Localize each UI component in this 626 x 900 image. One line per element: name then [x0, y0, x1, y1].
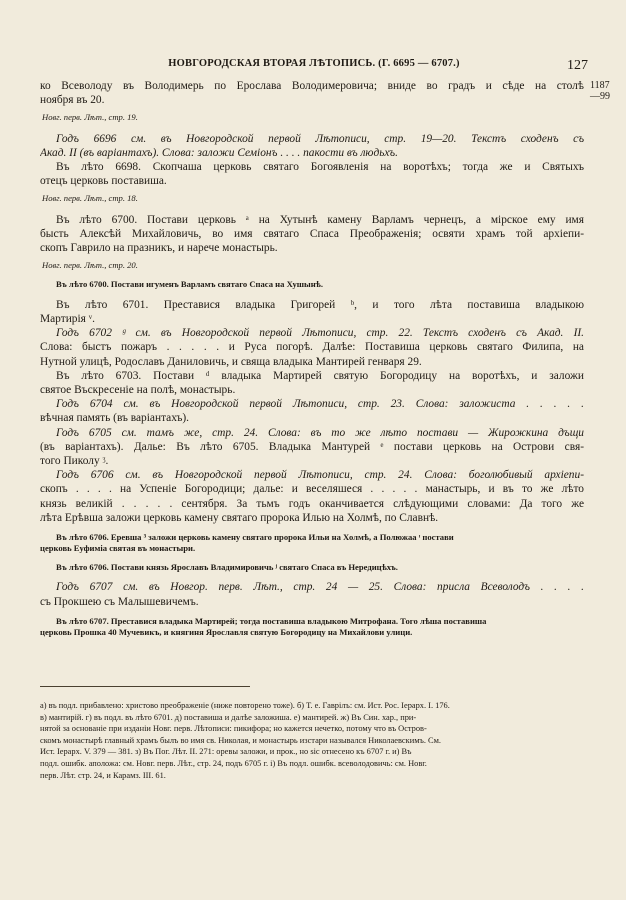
footnote-line: в) мантирій. г) въ подл. въ лѣто 6701. д) поставиша и далѣе заложиша. е) мантирей. ж) Въ Син. хар., при- [40, 712, 417, 722]
text-line: Акад. II (въ варіантахъ). Слова: заложи Семіонъ . . . . пакости въ людьхъ. [40, 146, 398, 159]
text-line: Годъ 6706 см. въ Новгородской первой Лѣтописи, стр. 24. Слова: боголюбивый архіепи- [56, 469, 584, 482]
running-header: НОВГОРОДСКАЯ ВТОРАЯ ЛѢТОПИСЬ. (Г. 6695 — 6707.) [168, 58, 460, 69]
footnote-line: а) въ подл. прибавлено: христово преображеніе (ниже повторено тоже). б) Т. е. Гаврілъ: см. Ист. Рос. Іерарх. I. 176. [40, 701, 450, 710]
footnote-line: перв. Лѣт. стр. 24, и Карамз. III. 61. [40, 770, 166, 780]
small-print-entry: Въ лѣто 6707. Преставися владыка Мартирей; тогда поставиша владыкою Митрофана. Того лѣша поставиша [56, 615, 487, 626]
text-line: (въ варіантахъ). Далье: Въ лѣто 6705. Владыка Мантурей ᵉ постави церковь на Острови свя- [40, 440, 584, 453]
footnote-line: Ист. Іерарх. V. 379 — 381. з) Въ Пог. Лѣт. II. 271: оревы заложи, и прок., но sic отнесено къ 6707 г. и) Въ [40, 747, 412, 757]
small-print-entry: Въ лѣто 6706. Еревша ³ заложи церковь камену святаго пророка Ильи на Холмѣ, а Полюжаа ᶦ постави [56, 531, 454, 542]
text-line: Годъ 6705 см. тамъ же, стр. 24. Слова: въ то же лѣто постави — Жирожкина дъщи [56, 426, 584, 439]
text-line: съ Прокшею съ Малышевичемъ. [40, 595, 199, 608]
text-line: Годъ 6704 см. въ Новгородской первой Лѣтописи, стр. 23. Слова: заложиста . . . . . [56, 398, 584, 411]
text-line: Годъ 6696 см. въ Новгородской первой Лѣтописи, стр. 19—20. Текстъ сходенъ съ [56, 132, 584, 145]
text-line: вѣчная память (въ варіантахъ). [40, 412, 190, 425]
text-line: бысть Алексѣй Михайловичь, во имя святаго Спаса Преображенія; освяти храмъ той архіепи- [40, 227, 584, 240]
margin-year-range [590, 80, 610, 102]
text-line: Слова: быстъ пожаръ . . . . . и Руса погорѣ. Далѣе: Поставиша церковь святаго Филипа, на [40, 341, 584, 354]
text-line: Въ лѣто 6703. Постави ᵈ владыка Мартирей святую Богородицу на воротѣхъ, и заложи [56, 369, 584, 382]
margin-year-top: 1187 [590, 80, 610, 91]
text-line: лѣта Ерѣвша заложи церковь камену святаго пророка Илью на Холмѣ, по Славнѣ. [40, 511, 439, 524]
text-line: того Пиколу ᶾ. [40, 454, 109, 467]
text-line: князь великій . . . . . сентября. За тьмъ годъ оканчивается слѣдующими словами: Да того же [40, 497, 584, 510]
margin-year-bottom: —99 [590, 91, 610, 102]
text-line: отецъ церковь поставиша. [40, 175, 167, 188]
page-number: 127 [567, 58, 588, 73]
text-line: Годъ 6702 ᵍ см. въ Новгородской первой Лѣтописи, стр. 22. Текстъ сходенъ съ Акад. II. [56, 327, 584, 340]
small-print-entry: Въ лѣто 6706. Постави князь Ярославъ Владимировичь ʲ святаго Спаса въ Нередицѣхъ. [56, 561, 398, 572]
small-print-entry: Въ лѣто 6700. Постави игуменъ Варламъ святаго Спаса на Хушынѣ. [56, 279, 323, 290]
text-line: святое Въскресеніе на полѣ, монастырь. [40, 384, 236, 397]
footnote-line: подл. ошибк. аположа: см. Новг. перв. Лѣт., стр. 24, подъ 6705 г. і) Въ подл. ошибк. всеволодовичь: см. Новг. [40, 758, 427, 768]
source-reference: Новг. перв. Лѣт., стр. 18. [42, 193, 138, 204]
footnote-divider [40, 686, 250, 687]
text-line: ко Всеволоду въ Володимерь по Ерослава Володимеровича; вниде во градъ и сѣде на столѣ [40, 80, 584, 92]
small-print-entry: церковь Еуфиміа святая въ монастыри. [40, 543, 196, 554]
text-line: Мартирія ᵛ. [40, 313, 95, 326]
text-line: Годъ 6707 см. въ Новгор. перв. Лѣт., стр. 24 — 25. Слова: присла Всеволодъ . . . . [56, 581, 584, 594]
text-line: Нутной улицѣ, Родославъ Даниловичь, и свяща владыка Мантирей генваря 29. [40, 355, 422, 368]
text-line: Въ лѣто 6701. Преставися владыка Григорей ᵇ, и того лѣта поставиша владыкою [56, 298, 584, 311]
text-line: ноября въ 20. [40, 94, 105, 107]
text-line: Въ лѣто 6700. Постави церковь ᵃ на Хутынѣ камену Варламъ чернецъ, а мірское ему имя [56, 213, 584, 226]
footnotes [40, 700, 586, 781]
text-line: скопъ Гаврило на празникъ, и нарече монастырь. [40, 241, 278, 254]
footnote-line: скомъ монастырѣ главный храмъ былъ во имя св. Николая, и монастырь изстари назывался Николаевскимъ. См. [40, 735, 441, 745]
main-text [40, 79, 584, 639]
footnote-line: нятой за основаніе при изданіи Новг. перв. Лѣтописи: пикифора; но кажется нечетко, потому что въ Остров- [40, 724, 427, 734]
text-line: Въ лѣто 6698. Скопчаша церковь святаго Богоявленія на воротѣхъ; тогда же и Святыхъ [56, 160, 584, 173]
source-reference: Новг. перв. Лѣт., стр. 19. [42, 112, 138, 123]
source-reference: Новг. перв. Лѣт., стр. 20. [42, 260, 138, 271]
text-line: скопъ . . . . на Успеніе Богородици; далье: и веселяшеся . . . . . манастырь, и въ то же лѣто [40, 483, 584, 496]
small-print-entry: церковь Прошка 40 Мучевикъ, и княгиня Ярославля святую Богородицу на Михайлови улици. [40, 627, 413, 638]
